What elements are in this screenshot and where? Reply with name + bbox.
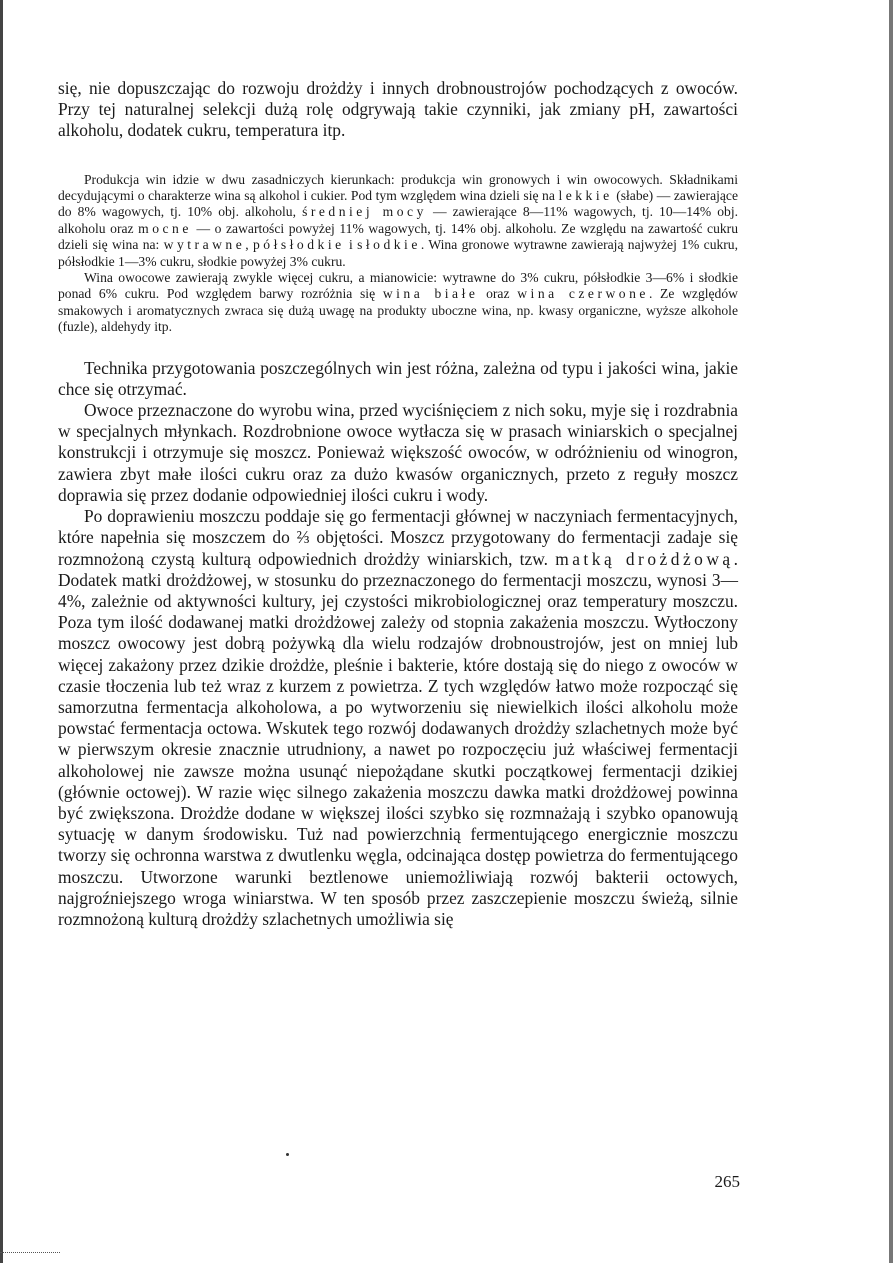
scan-bottom-mark bbox=[0, 1252, 60, 1253]
small-paragraph-wine-types: Produkcja win idzie w dwu zasadniczych kierunkach: produkcja win gronowych i win owocowych. Składnikami decydującymi o charakterze wina są alkohol i cukier. Pod tym względem wina dzieli się na lekkie (słabe) — zawierające do 8% wagowych, tj. 10% obj. alkoholu, średniej mocy — zawierające 8—11% wagowych, tj. 10—14% obj. alkoholu oraz mocne — o zawartości powyżej 11% wagowych, tj. 14% obj. alkoholu. Ze względu na zawartość cukru dzieli się wina na: wytrawne, półsłodkie i słodkie. Wina gronowe wytrawne zawierają najwyżej 1% cukru, półsłodkie 1—3% cukru, słodkie powyżej 3% cukru. bbox=[58, 171, 739, 269]
term-slodkie: słodkie bbox=[357, 237, 421, 253]
page-body bbox=[58, 78, 738, 930]
term-sredniej-mocy: średniej mocy bbox=[302, 204, 427, 220]
scan-right-edge bbox=[889, 0, 893, 1263]
small-paragraph-fruit-wines: Wina owocowe zawierają zwykle więcej cukru, a mianowicie: wytrawne do 3% cukru, półsłodkie 3—6% i słodkie ponad 6% cukru. Pod względem barwy rozróżnia się wina białe oraz wina czerwone. Ze względów smakowych i aromatycznych zwraca się dużą uwagę na produkty uboczne wina, np. kwasy organiczne, wyższe alkohole (fuzle), aldehydy itp. bbox=[58, 270, 738, 335]
term-polslodkie: półsłodkie bbox=[253, 237, 345, 253]
term-matka-drozdzowa: matką drożdżową bbox=[555, 548, 734, 569]
paragraph-technique: Technika przygotowania poszczególnych win jest różna, zależna od typu i jakości wina, jakie chce się otrzymać. bbox=[58, 357, 738, 399]
print-speck bbox=[286, 1153, 289, 1156]
term-wytrawne: wytrawne bbox=[163, 237, 246, 253]
scan-left-edge bbox=[0, 0, 3, 1263]
term-wina-biale: wina białe bbox=[382, 286, 479, 302]
paragraph-selection: się, nie dopuszczając do rozwoju drożdży i innych drobnoustrojów pochodzących z owoców. Przy tej naturalnej selekcji dużą rolę odgrywają takie czynniki, jak zmiany pH, zawartości alkoholu, dodatek cukru, temperatura itp. bbox=[58, 78, 738, 141]
term-mocne: mocne bbox=[138, 220, 192, 236]
page-number: 265 bbox=[714, 1172, 740, 1191]
paragraph-fermentation: Po doprawieniu moszczu poddaje się go fermentacji głównej w naczyniach fermentacyjnych, które napełnia się moszczem do ⅔ objętości. Moszcz przygotowany do fermentacji zadaje się rozmnożoną czystą kulturą odpowiednich drożdży winiarskich, tzw. matką drożdżową. Dodatek matki drożdżowej, w stosunku do przeznaczonego do fermentacji moszczu, wynosi 3—4%, zależnie od aktywności kultury, jej czystości mikrobiologicznej oraz temperatury moszczu. Poza tym ilość dodawanej matki drożdżowej zależy od stopnia zakażenia moszczu. Wytłoczony moszcz owocowy jest dobrą pożywką dla wielu rodzajów drobnoustrojów, jest on mniej lub więcej zakażony przez dzikie drożdże, pleśnie i bakterie, które dostają się do niego z owoców w czasie tłoczenia lub też wraz z kurzem z powietrza. Z tych względów łatwo może rozpocząć się samorzutna fermentacja alkoholowa, a po wytworzeniu się niewielkich ilości alkoholu może powstać fermentacja octowa. Wskutek tego rozwój dodawanych drożdży szlachetnych może być w pierwszym okresie znacznie utrudniony, a nawet po rozpoczęciu już właściwej fermentacji alkoholowej nie zawsze można usunąć niepożądane skutki początkowej fermentacji dzikiej (głównie octowej). W razie więc silnego zakażenia moszczu dawka matki drożdżowej powinna być zwiększona. Drożdże dodane w większej ilości szybko się rozmnażają i szybko opanowują sytuację w danym środowisku. Tuż nad powierzchnią fermentującego energicznie moszczu tworzy się ochronna warstwa z dwutlenku węgla, odcinająca dostęp powietrza do fermentującego moszczu. Utworzone warunki beztlenowe uniemożliwiają rozwój bakterii octowych, najgroźniejszego wroga winiarstwa. W ten sposób przez zaszczepienie moszczu świeżą, silnie rozmnożoną kulturą drożdży szlachetnych umożliwia się bbox=[58, 506, 738, 929]
paragraph-preparation: Owoce przeznaczone do wyrobu wina, przed wyciśnięciem z nich soku, myje się i rozdrabnia w specjalnych młynkach. Rozdrobnione owoce wytłacza się w prasach winiarskich o specjalnej konstrukcji i otrzymuje się moszcz. Ponieważ większość owoców, w odróżnieniu od winogron, zawiera zbyt małe ilości cukru oraz za dużo kwasów organicznych, przeto z reguły moszcz doprawia się przez dodanie odpowiedniej ilości cukru i wody. bbox=[58, 400, 738, 505]
term-lekkie: lekkie bbox=[558, 188, 613, 204]
term-wina-czerwone: wina czerwone bbox=[517, 286, 649, 302]
